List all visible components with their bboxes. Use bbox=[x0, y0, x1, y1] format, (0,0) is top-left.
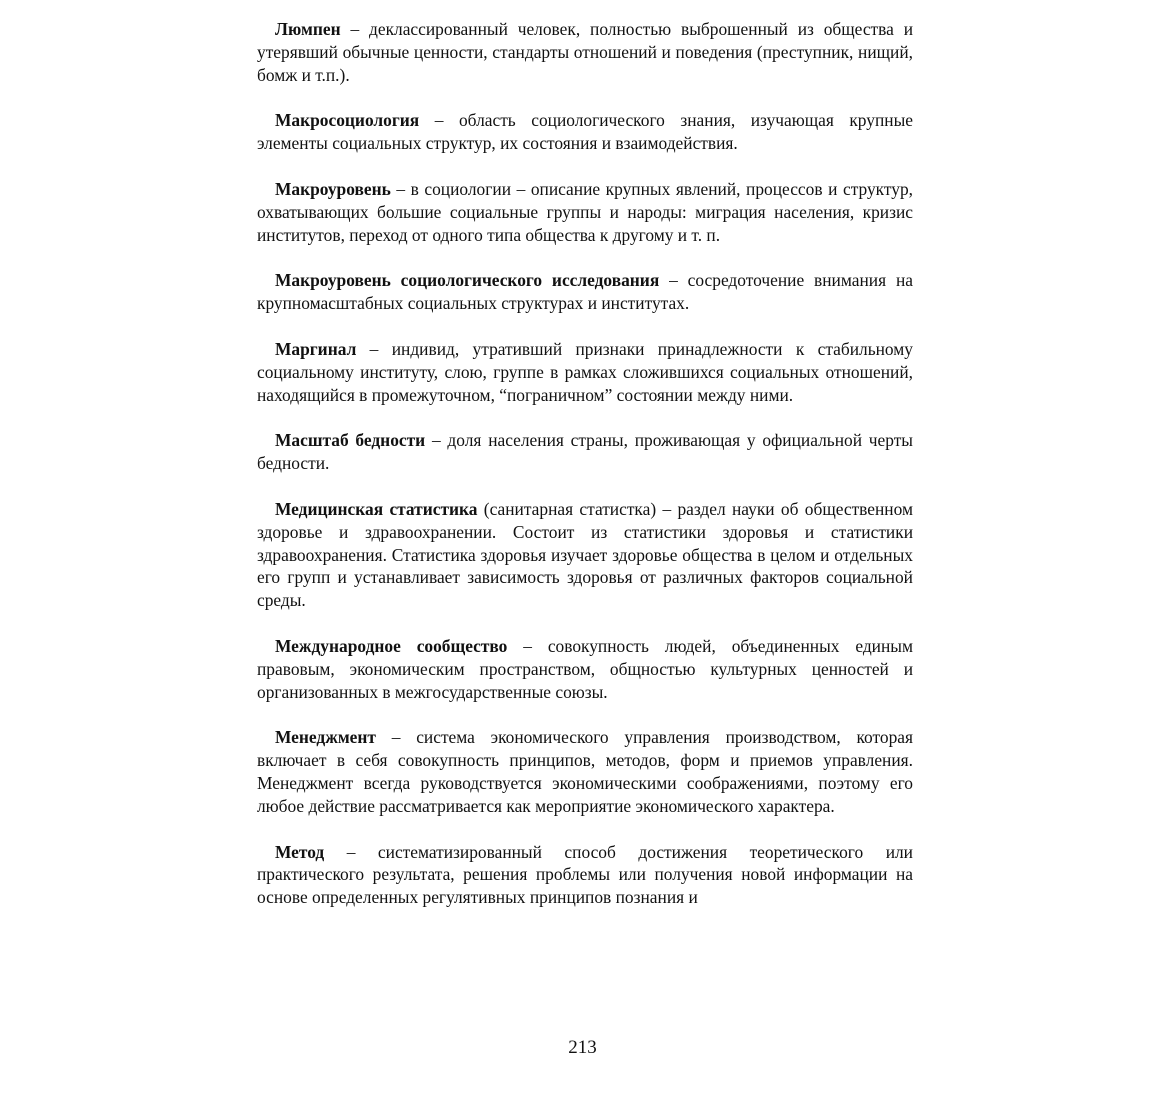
glossary-entry-macrolevel bbox=[257, 178, 913, 246]
page-body bbox=[257, 18, 913, 932]
entry-definition: – в социологии – описание крупных явлений, процессов и структур, охватывающих большие социальные группы и народы: миграция населения, кризис институтов, переход от одного типа общества к другому и т. п. bbox=[257, 178, 913, 245]
entry-definition: – доля населения страны, проживающая у официальной черты бедности. bbox=[257, 430, 913, 474]
entry-term: Медицинская статистика bbox=[275, 498, 478, 519]
entry-term: Макросоциология bbox=[275, 110, 420, 131]
glossary-entry-lumpen bbox=[257, 18, 913, 86]
entry-term: Метод bbox=[275, 841, 325, 862]
entry-term: Макроуровень bbox=[275, 178, 391, 199]
glossary-entry-marginal bbox=[257, 338, 913, 406]
entry-definition: – деклассированный человек, полностью выброшенный из общества и утерявший обычные ценности, стандарты отношений и поведения (преступник, нищий, бомж и т.п.). bbox=[257, 19, 913, 85]
entry-definition: – систематизированный способ достижения теоретического или практического результата, решения проблемы или получения новой информации на основе определенных регулятивных принципов познания и bbox=[257, 841, 913, 908]
glossary-entry-poverty-scale bbox=[257, 429, 913, 475]
entry-term: Маргинал bbox=[275, 338, 357, 359]
entry-definition: – совокупность людей, объединенных единым правовым, экономическим пространством, общностью культурных ценностей и организованных в межгосударственные союзы. bbox=[257, 635, 913, 702]
entry-definition: – сосредоточение внимания на крупномасштабных социальных структурах и институтах. bbox=[257, 270, 913, 314]
glossary-entry-international-community bbox=[257, 635, 913, 703]
entry-definition: – индивид, утративший признаки принадлежности к стабильному социальному институту, слою, группе в рамках сложившихся социальных отношений, находящийся в промежуточном, “пограничном” состоянии между ними. bbox=[257, 338, 913, 405]
entry-definition: (санитарная статистка) – раздел науки об общественном здоровье и здравоохранении. Состоит из статистики здоровья и статистики здравоохранения. Статистика здоровья изучает здоровье общества в целом и отдельных его групп и устанавливает зависимость здоровья от различных факторов социальной среды. bbox=[257, 498, 913, 611]
glossary-entry-management bbox=[257, 726, 913, 817]
entry-term: Люмпен bbox=[275, 19, 341, 39]
entry-definition: – область социологического знания, изучающая крупные элементы социальных структур, их состояния и взаимодействия. bbox=[257, 110, 913, 154]
page-number: 213 bbox=[568, 1037, 597, 1058]
glossary-entry-macrosociology bbox=[257, 109, 913, 155]
entry-term: Международное сообщество bbox=[275, 635, 508, 656]
entry-term: Макроуровень социологического исследования bbox=[275, 270, 660, 291]
entry-definition: – система экономического управления производством, которая включает в себя совокупность принципов, методов, форм и приемов управления. Менеджмент всегда руководствуется экономическими соображениями, поэтому его любое действие рассматривается как мероприятие экономического характера. bbox=[257, 727, 913, 816]
glossary-entry-macrolevel-research bbox=[257, 269, 913, 315]
entry-term: Менеджмент bbox=[275, 727, 376, 748]
glossary-entry-method bbox=[257, 841, 913, 909]
glossary-entry-medical-statistics bbox=[257, 498, 913, 612]
entry-term: Масштаб бедности bbox=[275, 430, 426, 451]
